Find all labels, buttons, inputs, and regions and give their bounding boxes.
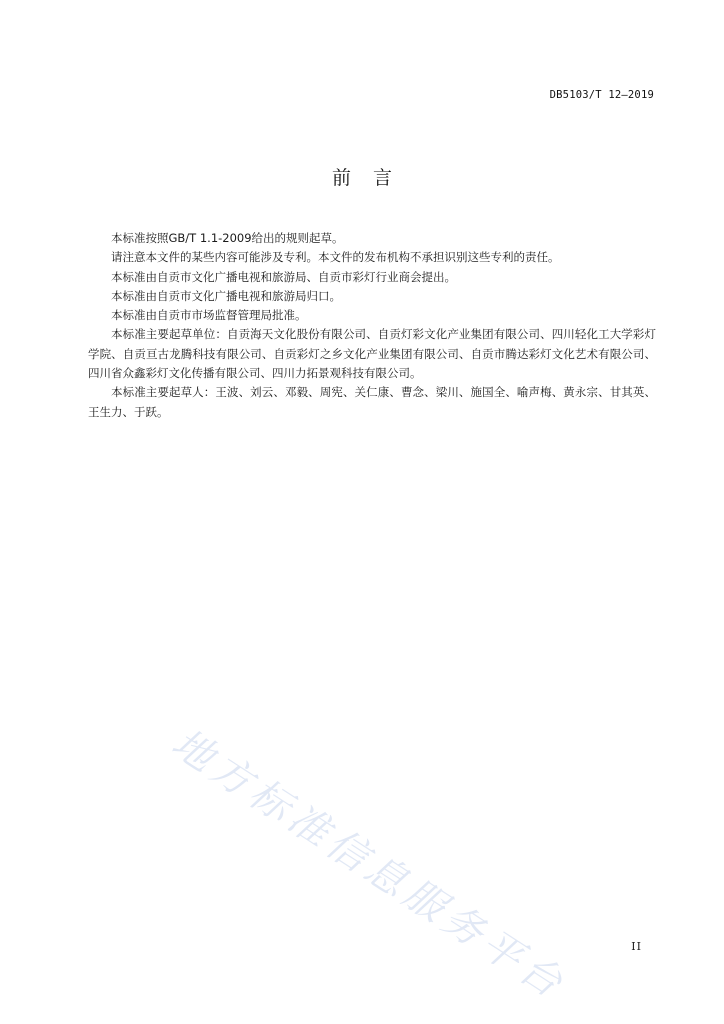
paragraph-approved-by: 本标准由自贡市市场监督管理局批准。 (111, 308, 307, 323)
page-title: 前言 (331, 167, 414, 189)
document-code: DB5103/T 12—2019 (549, 89, 654, 101)
foreword-body (88, 229, 656, 422)
paragraph-patent-notice: 请注意本文件的某些内容可能涉及专利。本文件的发布机构不承担识别这些专利的责任。 (111, 250, 560, 265)
paragraph-drafting-units: 本标准主要起草单位：自贡海天文化股份有限公司、自贡灯彩文化产业集团有限公司、四川轻化工大学彩灯学院、自贡亘古龙腾科技有限公司、自贡彩灯之乡文化产业集团有限公司、自贡市腾达彩灯文化艺术有限公司、四川省众鑫彩灯文化传播有限公司、四川力拓景观科技有限公司。 (88, 327, 656, 381)
paragraph-centralized-by: 本标准由自贡市文化广播电视和旅游局归口。 (111, 288, 341, 303)
paragraph-proposed-by: 本标准由自贡市文化广播电视和旅游局、自贡市彩灯行业商会提出。 (111, 269, 456, 284)
watermark-text: 地方标准信息服务平台 (163, 720, 575, 1010)
page-number: II (631, 940, 642, 953)
paragraph-drafters: 本标准主要起草人：王波、刘云、邓毅、周宪、关仁康、曹念、梁川、施国全、喻声梅、黄永宗、甘其英、王生力、于跃。 (88, 385, 656, 419)
paragraph-drafting-rules: 本标准按照GB/T 1.1-2009给出的规则起草。 (111, 231, 344, 245)
